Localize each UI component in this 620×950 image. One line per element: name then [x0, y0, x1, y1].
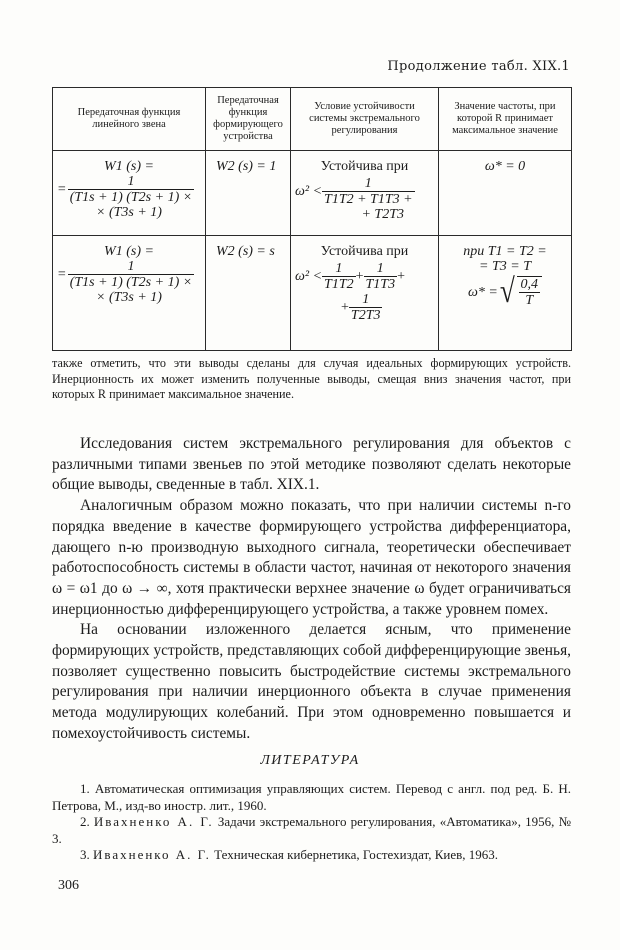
table-note: также отметить, что эти выводы сделаны для случая идеальных формирующих устройств. Инерционность их может изменить полученные выводы, смещая вниз значения частот, при которых R принимает максимальное значение. [52, 356, 571, 402]
sqrt-symbol: √ $\frac{0,4}{T}$ [498, 276, 542, 308]
paragraph: На основании изложенного делается ясным, что применение формирующих устройств, представляющих собой дифференцирующие звенья, позволяет существенно повысить быстродействие системы экстремального регулирования при наличии инерционного объекта в случае применения метода модулирующих колебаний. При этом одновременно повышается и помехоустойчивость системы. [52, 621, 571, 742]
cell-frequency: ω* = 0 [439, 151, 572, 236]
literature-heading: ЛИТЕРАТУРА [260, 753, 360, 768]
cell-w1: W1 (s) = = $\frac{1}{(T1s + 1) (T2s + 1) \times}$ × (T3s + 1) [53, 236, 206, 351]
w1-numerator: 1 [127, 174, 135, 189]
col-header-linear-link: Передаточная функция линейного звена [53, 88, 206, 151]
cell-stability: Устойчива при ω² < $\frac{1}{T1T2}$ + $\frac{1}{T1T3}$ + + $\frac{1}{T2T3}$ [291, 236, 439, 351]
reference-item: 3. Ивахненко А. Г. Техническая кибернетика, Гостехиздат, Киев, 1963. [80, 847, 499, 862]
stability-text: Устойчива при [320, 159, 409, 174]
cell-stability: Устойчива при ω² < $\frac{1}{T1T2 + T1T3 +}$ + T2T3 [291, 151, 439, 236]
col-header-frequency: Значение частоты, при которой R принимает максимальное значение [439, 88, 572, 151]
w1-denominator: (T1s + 1) (T2s + 1) × [69, 190, 193, 205]
table-continuation-label: Продолжение табл. XIX.1 [387, 59, 570, 74]
col-header-stability: Условие устойчивости системы экстремального регулирования [291, 88, 439, 151]
cell-w2: W2 (s) = s [206, 236, 291, 351]
reference-list [52, 781, 571, 864]
col-header-shaping-device: Передаточная функция формирующего устройства [206, 88, 291, 151]
table-xix-1 [52, 87, 572, 351]
w1-label: W1 (s) = [104, 159, 154, 174]
page-number: 306 [58, 878, 79, 893]
cell-w2: W2 (s) = 1 [206, 151, 291, 236]
table-row [53, 151, 572, 236]
table-row [53, 236, 572, 351]
paragraph: Аналогичным образом можно показать, что при наличии системы n-го порядка введение в качестве формирующего устройства дифференциатора, дающего n-ю производную выходного сигнала, теоретически обеспечивает работоспособность системы в области частот, начиная от некоторого значения ω = ω1 до ω → ∞, хотя практически верхнее значение ω будет ограничиваться инерционностью дифференцирующего устройства, а также уровнем помех. [52, 497, 571, 618]
w1-denominator-cont: × (T3s + 1) [96, 205, 162, 220]
cell-frequency: при T1 = T2 = = T3 = T ω* = √ $\frac{0,4}{T}$ [439, 236, 572, 351]
stability-lhs: ω² < [295, 184, 323, 199]
cell-w1: W1 (s) = = $\frac{1}{(T1s + 1) (T2s + 1) \times}$ × (T3s + 1) [53, 151, 206, 236]
reference-item: 1. Автоматическая оптимизация управляющих систем. Перевод с англ. под ред. Б. Н. Петрова, М., изд-во иностр. лит., 1960. [52, 781, 571, 813]
paragraph: Исследования систем экстремального регулирования для объектов с различными типами звеньев по этой методике позволяют сделать некоторые общие выводы, сведенные в табл. XIX.1. [52, 435, 571, 494]
main-text [52, 434, 571, 745]
reference-item: 2. Ивахненко А. Г. Задачи экстремального регулирования, «Автоматика», 1956, № 3. [52, 814, 572, 846]
